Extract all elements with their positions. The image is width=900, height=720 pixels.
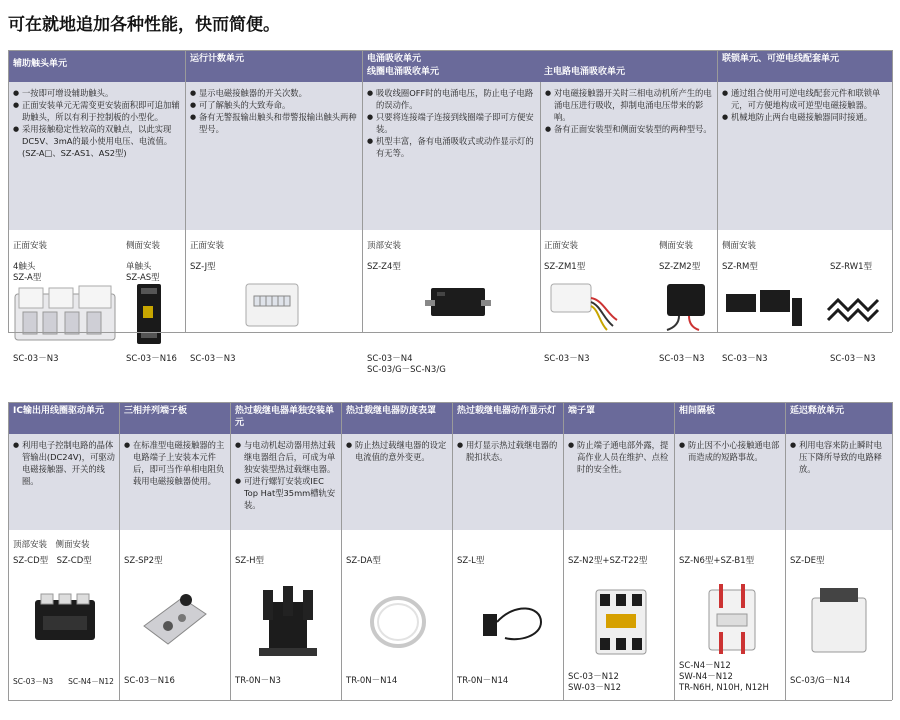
product-type: SZ-N6型+SZ-B1型 xyxy=(679,556,755,566)
bullet-item: ● 机械地防止两台电磁接触器同时接通。 xyxy=(722,111,888,123)
model-code: SC-03－N3 xyxy=(13,354,59,364)
counter-image xyxy=(244,280,302,330)
product-type: SZ-J型 xyxy=(190,262,216,272)
bullet-item: ● 备有正面安装型和侧面安装型的两种型号。 xyxy=(545,123,713,135)
column-indicator-lamp xyxy=(453,402,564,700)
thermal-unit-image xyxy=(255,582,321,662)
parallel-terminal-image xyxy=(138,586,214,652)
model-code: SC-03－N3 xyxy=(830,354,876,364)
product-area xyxy=(675,530,785,700)
product-type: SZ-N2型+SZ-T22型 xyxy=(568,556,648,566)
column-header: 延迟释放单元 xyxy=(786,402,892,434)
terminal-cover-image xyxy=(590,584,652,660)
product-area xyxy=(363,230,717,375)
aux-contact-image xyxy=(13,282,123,352)
bullet-item: ● 可了解触头的大致寿命。 xyxy=(190,99,358,111)
bullet-item: ● 一按即可增设辅助触头。 xyxy=(13,87,181,99)
product-type: SZ-RM型 xyxy=(722,262,758,272)
product-area xyxy=(786,530,892,700)
reversing-wire-image xyxy=(824,280,888,328)
model-code: SC-03－N3 xyxy=(722,354,768,364)
model-code: TR-0N－N14 xyxy=(457,676,509,686)
column-header: 运行计数单元 xyxy=(186,50,362,82)
mount-label: 正面安装 xyxy=(190,241,225,251)
product-type: SZ-CD型 SZ-CD型 xyxy=(13,556,92,566)
interlock-image xyxy=(722,280,808,328)
column-description xyxy=(786,434,892,530)
mount-label: 侧面安装 xyxy=(659,241,694,251)
column-ic-coil xyxy=(9,402,120,700)
column-phase-barrier xyxy=(675,402,786,700)
model-code: SC-03－N3 SC-N4－N12 xyxy=(13,677,114,686)
model-code: TR-N6H, N10H, N12H xyxy=(679,683,769,693)
product-type: SZ-Z4型 xyxy=(367,262,401,272)
phase-barrier-image xyxy=(701,582,763,658)
mount-label: 侧面安装 xyxy=(126,241,161,251)
column-interlock xyxy=(718,50,893,364)
mount-label: 顶部安装 侧面安装 xyxy=(13,540,90,550)
bullet-item: ● 利用电子控制电路的晶体管输出(DC24V)，可驱动电磁接触器、开关的线圈。 xyxy=(13,439,115,487)
surge-main-side-image xyxy=(659,280,715,332)
product-area xyxy=(342,530,452,700)
product-type: SZ-A型 xyxy=(13,273,42,283)
product-area xyxy=(718,230,892,364)
column-header: IC输出用线圈驱动单元 xyxy=(9,402,119,434)
model-code: SC-03－N16 xyxy=(126,354,177,364)
aux-side-image xyxy=(133,282,167,348)
product-area xyxy=(120,530,230,700)
mount-label: 正面安装 xyxy=(13,241,48,251)
model-code: SC-03/G－SC-N3/G xyxy=(367,365,446,375)
column-counter xyxy=(186,50,363,364)
model-code: SC-03－N3 xyxy=(190,354,236,364)
top-table xyxy=(8,50,892,375)
product-type: SZ-ZM1型 xyxy=(544,262,586,272)
page-title: 可在就地追加各种性能，快而简便。 xyxy=(8,15,280,35)
bullet-item: ● 防止端子通电部外露，提高作业人员在维护、点检时的安全性。 xyxy=(568,439,670,475)
ic-coil-image xyxy=(29,590,101,650)
column-description xyxy=(186,82,362,230)
mount-label: 顶部安装 xyxy=(367,241,402,251)
column-description xyxy=(9,82,185,230)
bullet-item: ● 机型丰富，备有电涌吸收式或动作显示灯的有无等。 xyxy=(367,135,536,159)
product-type: SZ-L型 xyxy=(457,556,485,566)
bullet-item: ● 与电动机起动器用热过载继电器组合后，可成为单独安装型热过载继电器。 xyxy=(235,439,337,475)
column-header: 相间隔板 xyxy=(675,402,785,434)
bullet-item: ● 利用电容来防止瞬时电压下降所导致的电路释放。 xyxy=(790,439,888,475)
column-parallel-terminal xyxy=(120,402,231,700)
model-code: SW-N4－N12 xyxy=(679,672,733,682)
column-description xyxy=(231,434,341,530)
dial-cover-image xyxy=(368,592,428,652)
column-delay-release xyxy=(786,402,893,700)
bullet-item: ● 在标准型电磁接触器的主电路端子上安装本元件后，即可当作单相电阻负载用电磁接触器使用。 xyxy=(124,439,226,487)
product-type: SZ-SP2型 xyxy=(124,556,163,566)
model-code: SC-03－N3 xyxy=(659,354,705,364)
bullet-item: ● 通过组合使用可逆电线配套元件和联锁单元，可方便地构成可逆型电磁接触器。 xyxy=(722,87,888,111)
column-description xyxy=(342,434,452,530)
product-type: SZ-H型 xyxy=(235,556,265,566)
mount-label: 正面安装 xyxy=(544,241,579,251)
table-border xyxy=(8,50,892,51)
product-area xyxy=(564,530,674,700)
model-code: SC-03－N12 xyxy=(568,672,619,682)
product-label: 4触头 xyxy=(13,262,36,272)
bullet-item: ● 防止因不小心接触通电部而造成的短路事故。 xyxy=(679,439,781,463)
bullet-item: ● 备有无警报输出触头和带警报输出触头两种型号。 xyxy=(190,111,358,135)
column-header: 热过载继电器动作显示灯 xyxy=(453,402,563,434)
product-type: SZ-DE型 xyxy=(790,556,825,566)
bullet-item: ● 正面安装单元无需变更安装面积即可追加辅助触头，所以有利于控制板的小型化。 xyxy=(13,99,181,123)
column-header-title: 电涌吸收单元 xyxy=(367,54,422,64)
bottom-table xyxy=(8,402,892,700)
model-code: SC-03－N4 xyxy=(367,354,413,364)
product-type: SZ-DA型 xyxy=(346,556,381,566)
subheader: 线圈电涌吸收单元 xyxy=(367,67,440,77)
model-code: TR-0N－N3 xyxy=(235,676,281,686)
column-description xyxy=(540,82,717,230)
table-border xyxy=(8,332,892,333)
bullet-item: ● 用灯显示热过载继电器的脱扣状态。 xyxy=(457,439,559,463)
column-description xyxy=(564,434,674,530)
column-header: 三相并列端子板 xyxy=(120,402,230,434)
product-area xyxy=(9,530,119,700)
column-aux-contact xyxy=(9,50,186,364)
indicator-lamp-image xyxy=(471,592,547,648)
column-header: 热过载继电器单独安装单元 xyxy=(231,402,341,434)
mount-label: 侧面安装 xyxy=(722,241,757,251)
bullet-item: ● 采用接触稳定性较高的双触点，以此实现DC5V、3mA的最小使用电压、电流值。(SZ-A□、SZ-AS1、AS2型) xyxy=(13,123,181,159)
product-area xyxy=(453,530,563,700)
bullet-item: ● 显示电磁接触器的开关次数。 xyxy=(190,87,358,99)
column-description xyxy=(9,434,119,530)
product-type: SZ-RW1型 xyxy=(830,262,873,272)
bullet-item: ● 可进行螺钉安装或IEC Top Hat型35mm槽轨安装。 xyxy=(235,475,337,511)
surge-main-front-image xyxy=(547,280,621,332)
column-dial-cover xyxy=(342,402,453,700)
subheader: 主电路电涌吸收单元 xyxy=(544,67,626,77)
delay-release-image xyxy=(806,582,872,658)
model-code: SC-03/G－N14 xyxy=(790,676,851,686)
column-description xyxy=(718,82,892,230)
model-code: TR-0N－N14 xyxy=(346,676,398,686)
product-area xyxy=(186,230,362,364)
model-code: SC-03－N16 xyxy=(124,676,175,686)
bullet-item: ● 对电磁接触器开关时三相电动机所产生的电涌电压进行吸收，抑制电涌电压带来的影响。 xyxy=(545,87,713,123)
column-header: 热过载继电器防度表罩 xyxy=(342,402,452,434)
bullet-item: ● 只要将连接端子连接到线圈端子即可方便安装。 xyxy=(367,111,536,135)
column-description xyxy=(453,434,563,530)
product-area xyxy=(9,230,185,364)
column-description xyxy=(675,434,785,530)
surge-coil-image xyxy=(423,280,493,328)
column-header: 联锁单元、可逆电线配套单元 xyxy=(718,50,892,82)
bullet-item: ● 吸收线圈OFF时的电涌电压，防止电子电路的误动作。 xyxy=(367,87,536,111)
column-surge xyxy=(363,50,718,375)
bullet-item: ● 防止热过载继电器的设定电流值的意外变更。 xyxy=(346,439,448,463)
product-type: SZ-ZM2型 xyxy=(659,262,701,272)
column-description xyxy=(363,82,540,230)
product-label: 单触头 xyxy=(126,262,152,272)
table-border xyxy=(8,402,892,403)
model-code: SC-03－N3 xyxy=(544,354,590,364)
column-terminal-cover xyxy=(564,402,675,700)
column-header: 辅助触头单元 xyxy=(9,50,185,82)
product-type: SZ-AS型 xyxy=(126,273,160,283)
column-thermal-unit xyxy=(231,402,342,700)
model-code: SW-03－N12 xyxy=(568,683,622,693)
column-description xyxy=(120,434,230,530)
product-area xyxy=(231,530,341,700)
model-code: SC-N4－N12 xyxy=(679,661,731,671)
column-header: 端子罩 xyxy=(564,402,674,434)
table-border xyxy=(8,700,892,701)
